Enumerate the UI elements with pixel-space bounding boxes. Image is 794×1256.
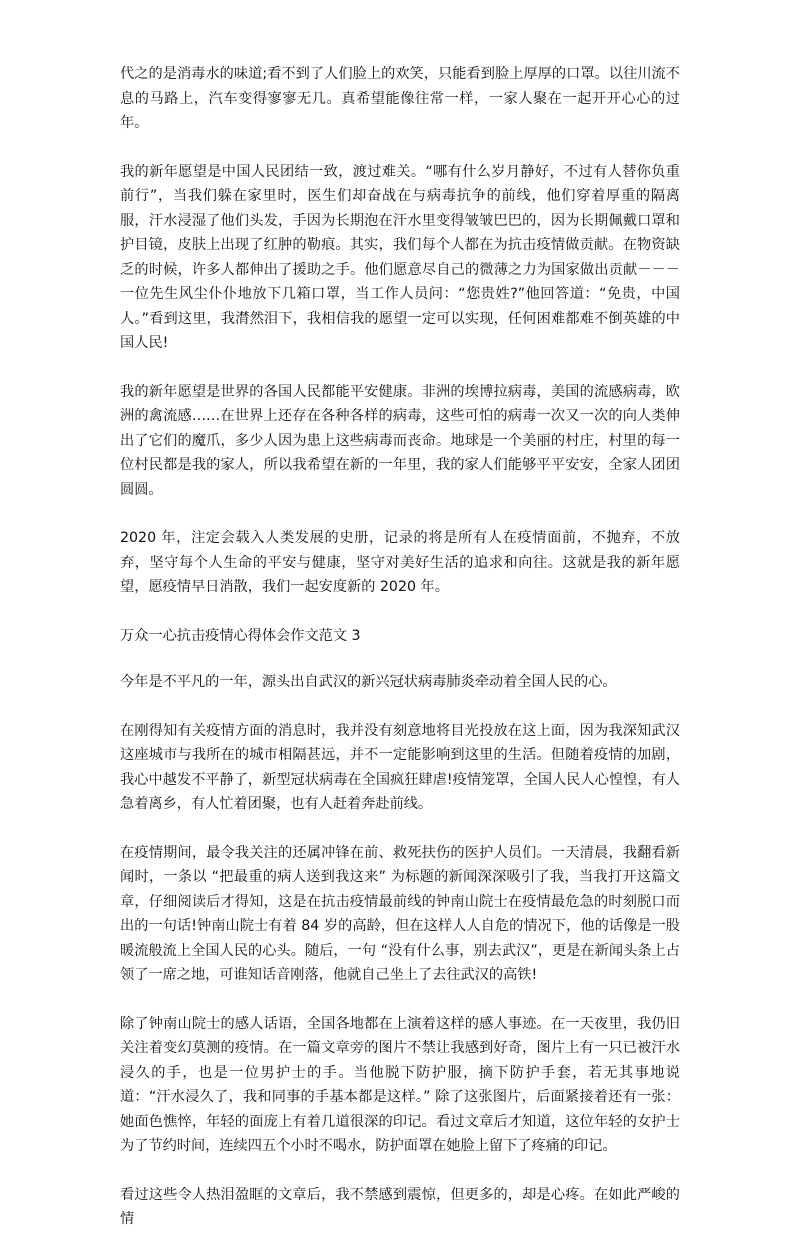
document-body — [120, 62, 680, 1256]
section-heading: 万众一心抗击疫情心得体会作文范文 3 — [120, 627, 361, 644]
paragraph-3: 我的新年愿望是世界的各国人民都能平安健康。非洲的埃博拉病毒，美国的流感病毒，欧洲的禽流感……在世界上还存在各种各样的病毒，这些可怕的病毒一次又一次的向人类伸出了它们的魔爪，多少人因为患上这些病毒而丧命。地球是一个美丽的村庄，村里的每一位村民都是我的家人，所以我希望在新的一年里，我的家人们能够平平安安，全家人团团圆圆。 — [120, 383, 680, 498]
paragraph-8: 在疫情期间，最令我关注的还属冲锋在前、救死扶伤的医护人员们。一天清晨，我翻看新闻时，一条以 “把最重的病人送到我这来” 为标题的新闻深深吸引了我，当我打开这篇文章，仔细阅读后才得知，这是在抗击疫情最前线的钟南山院士在疫情最危急的时刻脱口而出的一句话!钟南山院士有着 84 岁的高龄，但在这样人人自危的情况下，他的话像是一股暖流般流上全国人民的心头。随后，一句 “没有什么事，别去武汉”，更是在新闻头条上占领了一席之地，可谁知话音刚落，他就自己坐上了去往武汉的高铁! — [120, 844, 680, 983]
paragraph-1: 代之的是消毒水的味道;看不到了人们脸上的欢笑，只能看到脸上厚厚的口罩。以往川流不息的马路上，汽车变得寥寥无几。真希望能像往常一样，一家人聚在一起开开心心的过年。 — [120, 66, 680, 131]
paragraph-4: 2020 年，注定会载入人类发展的史册，记录的将是所有人在疫情面前，不抛弃，不放弃，坚守每个人生命的平安与健康，坚守对美好生活的追求和向往。这就是我的新年愿望，愿疫情早日消散，我们一起安度新的 2020 年。 — [120, 530, 680, 595]
paragraph-7: 在刚得知有关疫情方面的消息时，我并没有刻意地将目光投放在这上面，因为我深知武汉这座城市与我所在的城市相隔甚远，并不一定能影响到这里的生活。但随着疫情的加剧，我心中越发不平静了，新型冠状病毒在全国疯狂肆虐!疫情笼罩，全国人民人心惶惶，有人急着离乡，有人忙着团聚，也有人赶着奔赴前线。 — [120, 722, 680, 812]
paragraph-10: 看过这些令人热泪盈眶的文章后，我不禁感到震惊，但更多的，却是心疼。在如此严峻的情 — [120, 1186, 680, 1227]
paragraph-9: 除了钟南山院士的感人话语，全国各地都在上演着这样的感人事迹。在一天夜里，我仍旧关注着变幻莫测的疫情。在一篇文章旁的图片不禁让我感到好奇，图片上有一只已被汗水浸久的手，也是一位男护士的手。当他脱下防护服，摘下防护手套，若无其事地说道：“汗水浸久了，我和同事的手基本都是这样。” 除了这张图片，后面紧接着还有一张：她面色憔悴，年轻的面庞上有着几道很深的印记。看过文章后才知道，这位年轻的女护士为了节约时间，连续四五个小时不喝水，防护面罩在她脸上留下了疼痛的印记。 — [120, 1015, 680, 1154]
paragraph-2: 我的新年愿望是中国人民团结一致，渡过难关。“哪有什么岁月静好，不过有人替你负重前行”，当我们躲在家里时，医生们却奋战在与病毒抗争的前线，他们穿着厚重的隔离服，汗水浸湿了他们头发，手因为长期泡在汗水里变得皱皱巴巴的，因为长期佩戴口罩和护目镜，皮肤上出现了红肿的勒痕。其实，我们每个人都在为抗击疫情做贡献。在物资缺乏的时候，许多人都伸出了援助之手。他们愿意尽自己的微薄之力为国家做出贡献－－－一位先生风尘仆仆地放下几箱口罩，当工作人员问：“您贵姓?”他回答道：“免贵，中国人。”看到这里，我潸然泪下，我相信我的愿望一定可以实现，任何困难都难不倒英雄的中国人民! — [120, 163, 680, 351]
paragraph-6: 今年是不平凡的一年，源头出自武汉的新兴冠状病毒肺炎牵动着全国人民的心。 — [120, 674, 617, 690]
